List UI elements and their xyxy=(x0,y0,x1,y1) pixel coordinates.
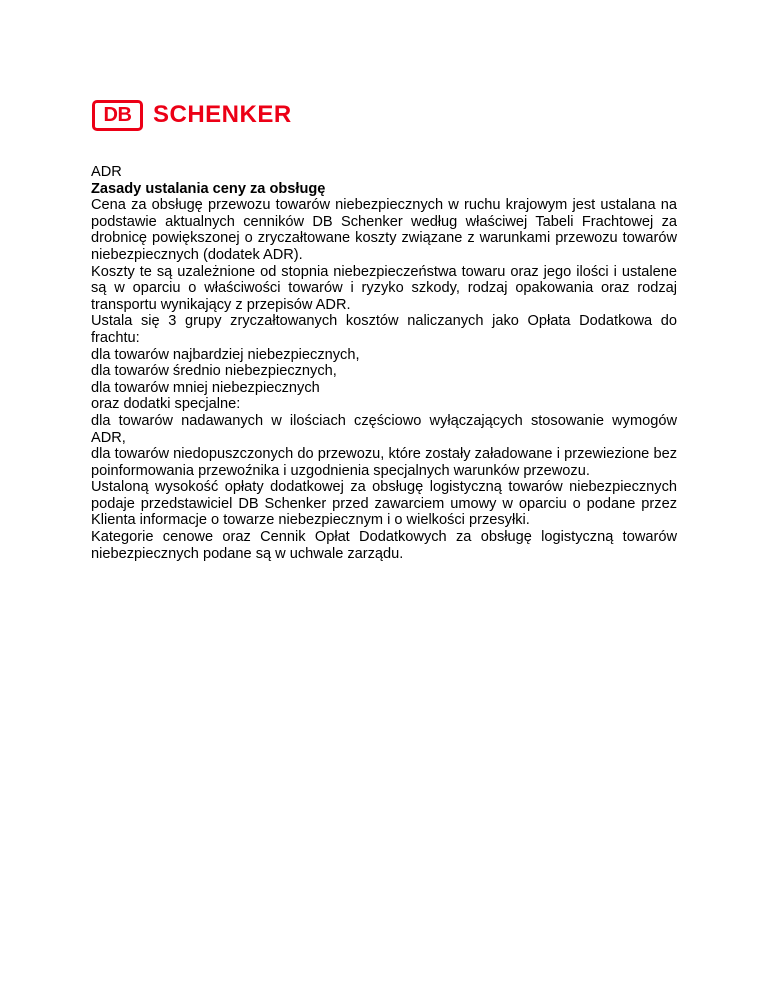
closing-paragraph: Ustaloną wysokość opłaty dodatkowej za obsługę logistyczną towarów niebezpiecznych podaje przedstawiciel DB Schenker przed zawarciem umowy w oparciu o podane przez Klienta informacje o towarze niebezpiecznym i o wielkości przesyłki. xyxy=(91,479,677,529)
special-item: dla towarów nadawanych w ilościach częściowo wyłączających stosowanie wymogów ADR, xyxy=(91,412,677,446)
document-title: ADR xyxy=(91,164,122,180)
group-item: dla towarów średnio niebezpiecznych, xyxy=(91,363,337,380)
db-logo-mark: DB xyxy=(92,100,143,131)
document-body xyxy=(91,164,677,562)
closing-paragraph: Kategorie cenowe oraz Cennik Opłat Dodatkowych za obsługę logistyczną towarów niebezpiecznych podane są w uchwale zarządu. xyxy=(91,529,677,562)
special-intro: oraz dodatki specjalne: xyxy=(91,396,241,413)
intro-paragraph: Cena za obsługę przewozu towarów niebezpiecznych w ruchu krajowym jest ustalana na podstawie aktualnych cenników DB Schenker według właściwej Tabeli Frachtowej za drobnicę powiększonej o zryczałtowane koszty związane z warunkami przewozu towarów niebezpiecznych (dodatek ADR). xyxy=(91,197,677,263)
document-heading: Zasady ustalania ceny za obsługę xyxy=(91,180,326,197)
group-item: dla towarów najbardziej niebezpiecznych, xyxy=(91,346,360,363)
group-item: dla towarów mniej niebezpiecznych xyxy=(91,379,320,396)
db-schenker-logo xyxy=(92,98,292,132)
intro-paragraph: Koszty te są uzależnione od stopnia niebezpieczeństwa towaru oraz jego ilości i ustalene są w oparciu o właściwości towarów i ryzyko szkody, rodzaj opakowania oraz rodzaj transportu wynikający z przepisów ADR. xyxy=(91,263,677,313)
special-item: dla towarów niedopuszczonych do przewozu, które zostały załadowane i przewiezione bez poinformowania przewoźnika i uzgodnienia specjalnych warunków przewozu. xyxy=(91,446,677,479)
intro-paragraph: Ustala się 3 grupy zryczałtowanych kosztów naliczanych jako Opłata Dodatkowa do frachtu: xyxy=(91,313,677,346)
schenker-wordmark: SCHENKER xyxy=(153,101,292,128)
